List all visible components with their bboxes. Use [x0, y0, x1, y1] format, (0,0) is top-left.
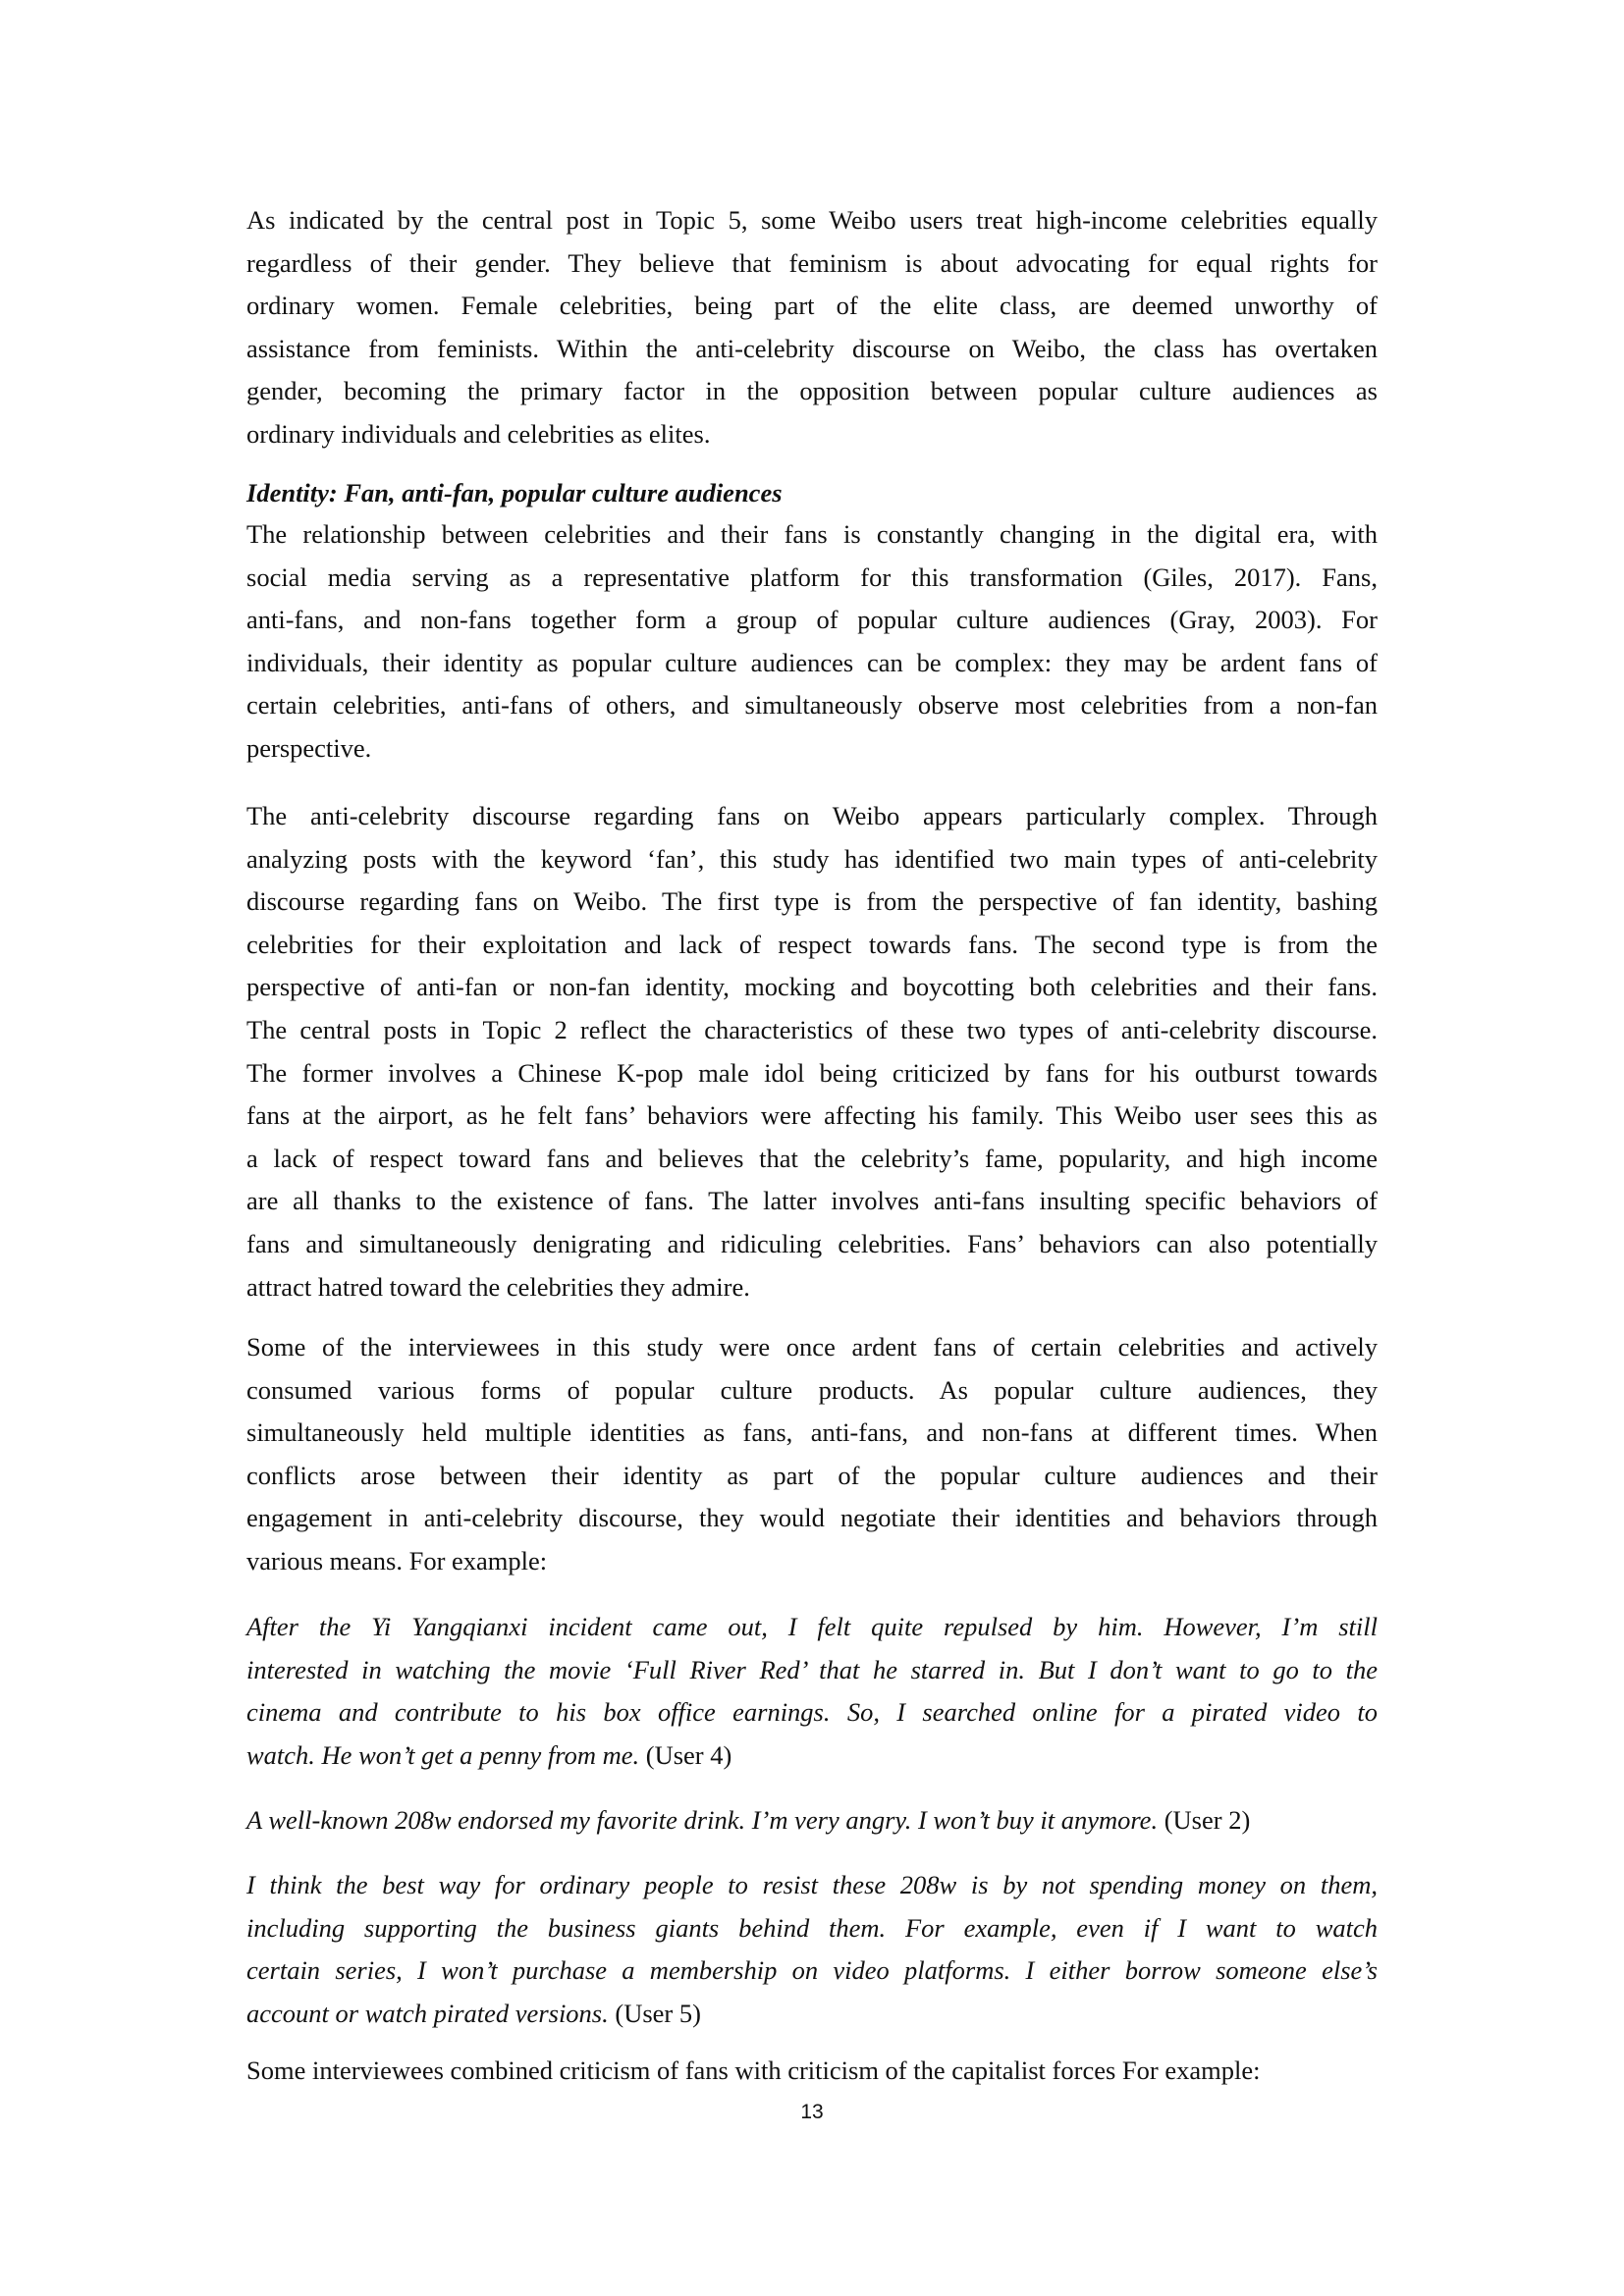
quote-text: account or watch pirated versions. [246, 1998, 609, 2028]
quote-line: interested in watching the movie ‘Full River Red’ that he starred in. But I don’t want to go to the [246, 1654, 1378, 1684]
page-number: 13 [800, 2101, 824, 2123]
quote-line: I think the best way for ordinary people to resist these 208w is by not spending money on them, [246, 1870, 1378, 1899]
paragraph-popular-culture-audiences [246, 513, 1378, 771]
section-heading [246, 472, 1378, 515]
text-line: are all thanks to the existence of fans. The latter involves anti-fans insulting specific behaviors of [246, 1186, 1378, 1216]
text-line: a lack of respect toward fans and believes that the celebrity’s fame, popularity, and high income [246, 1143, 1378, 1173]
text-line: social media serving as a representative platform for this transformation (Giles, 2017). Fans, [246, 561, 1378, 592]
paragraph-interviewees-identities [246, 1326, 1378, 1583]
text-line: As indicated by the central post in Topic 5, some Weibo users treat high-income celebrities equally [246, 205, 1378, 235]
text-line: Some interviewees combined criticism of fans with criticism of the capitalist forces For example: [246, 2056, 1261, 2085]
paragraph-anti-celebrity-discourse-fans [246, 795, 1378, 1308]
text-line: assistance from feminists. Within the anti-celebrity discourse on Weibo, the class has overtaken [246, 333, 1378, 363]
text-line: gender, becoming the primary factor in the opposition between popular culture audiences as [246, 376, 1378, 406]
text-line: simultaneously held multiple identities as fans, anti-fans, and non-fans at different times. When [246, 1417, 1378, 1448]
text-line: ordinary individuals and celebrities as elites. [246, 418, 711, 449]
text-line: conflicts arose between their identity as part of the popular culture audiences and their [246, 1460, 1378, 1490]
quote-line: After the Yi Yangqianxi incident came out, I felt quite repulsed by him. However, I’m still [246, 1612, 1378, 1641]
text-line: regardless of their gender. They believe that feminism is about advocating for equal rights for [246, 247, 1378, 278]
quote-attribution: (User 4) [645, 1739, 732, 1770]
quote-line: certain series, I won’t purchase a membership on video platforms. I either borrow someone else’s [246, 1955, 1378, 1986]
text-line: Some of the interviewees in this study were once ardent fans of certain celebrities and actively [246, 1332, 1378, 1362]
quote-attribution: (User 5) [615, 1998, 701, 2028]
text-line: discourse regarding fans on Weibo. The first type is from the perspective of fan identity, bashing [246, 886, 1378, 917]
text-line: various means. For example: [246, 1545, 548, 1575]
interview-quote-user-2 [246, 1799, 1378, 1842]
interview-quote-user-4 [246, 1606, 1378, 1777]
text-line: The relationship between celebrities and their fans is constantly changing in the digital era, with [246, 519, 1378, 549]
interview-quote-user-5 [246, 1864, 1378, 2035]
text-line: The central posts in Topic 2 reflect the characteristics of these two types of anti-celebrity discourse. [246, 1014, 1378, 1044]
text-line: perspective of anti-fan or non-fan identity, mocking and boycotting both celebrities and their fans. [246, 972, 1378, 1002]
quote-line: cinema and contribute to his box office earnings. So, I searched online for a pirated video to [246, 1697, 1378, 1728]
text-line: The former involves a Chinese K-pop male idol being criticized by fans for his outburst towards [246, 1057, 1378, 1088]
quote-text: A well-known 208w endorsed my favorite drink. I’m very angry. I won’t buy it anymore. [246, 1805, 1159, 1835]
text-line: celebrities for their exploitation and lack of respect towards fans. The second type is from the [246, 929, 1378, 959]
quote-line [246, 1735, 1378, 1778]
quote-attribution: (User 2) [1164, 1805, 1251, 1835]
text-line: engagement in anti-celebrity discourse, they would negotiate their identities and behaviors through [246, 1503, 1378, 1533]
paragraph-capitalist-forces [246, 2050, 1378, 2093]
text-line: fans at the airport, as he felt fans’ behaviors were affecting his family. This Weibo user sees this as [246, 1100, 1378, 1131]
text-line: consumed various forms of popular culture products. As popular culture audiences, they [246, 1374, 1378, 1405]
quote-line [246, 1799, 1378, 1842]
text-line: attract hatred toward the celebrities they admire. [246, 1271, 750, 1302]
quote-line [246, 1993, 1378, 2036]
text-line: perspective. [246, 732, 372, 763]
quote-line: including supporting the business giants behind them. For example, even if I want to watch [246, 1912, 1378, 1943]
text-line: ordinary women. Female celebrities, being part of the elite class, are deemed unworthy of [246, 291, 1378, 321]
section-heading-text: Identity: Fan, anti-fan, popular culture audiences [246, 478, 783, 507]
text-line: fans and simultaneously denigrating and ridiculing celebrities. Fans’ behaviors can also potentially [246, 1228, 1378, 1258]
text-line: certain celebrities, anti-fans of others, and simultaneously observe most celebrities from a non-fan [246, 690, 1378, 721]
text-line: anti-fans, and non-fans together form a group of popular culture audiences (Gray, 2003). For [246, 605, 1378, 635]
text-line: analyzing posts with the keyword ‘fan’, this study has identified two main types of anti-celebrity [246, 843, 1378, 874]
text-line: The anti-celebrity discourse regarding fans on Weibo appears particularly complex. Through [246, 801, 1378, 830]
text-line: individuals, their identity as popular culture audiences can be complex: they may be ardent fans of [246, 647, 1378, 677]
quote-text: watch. He won’t get a penny from me. [246, 1739, 640, 1770]
paragraph-class-over-gender [246, 199, 1378, 456]
